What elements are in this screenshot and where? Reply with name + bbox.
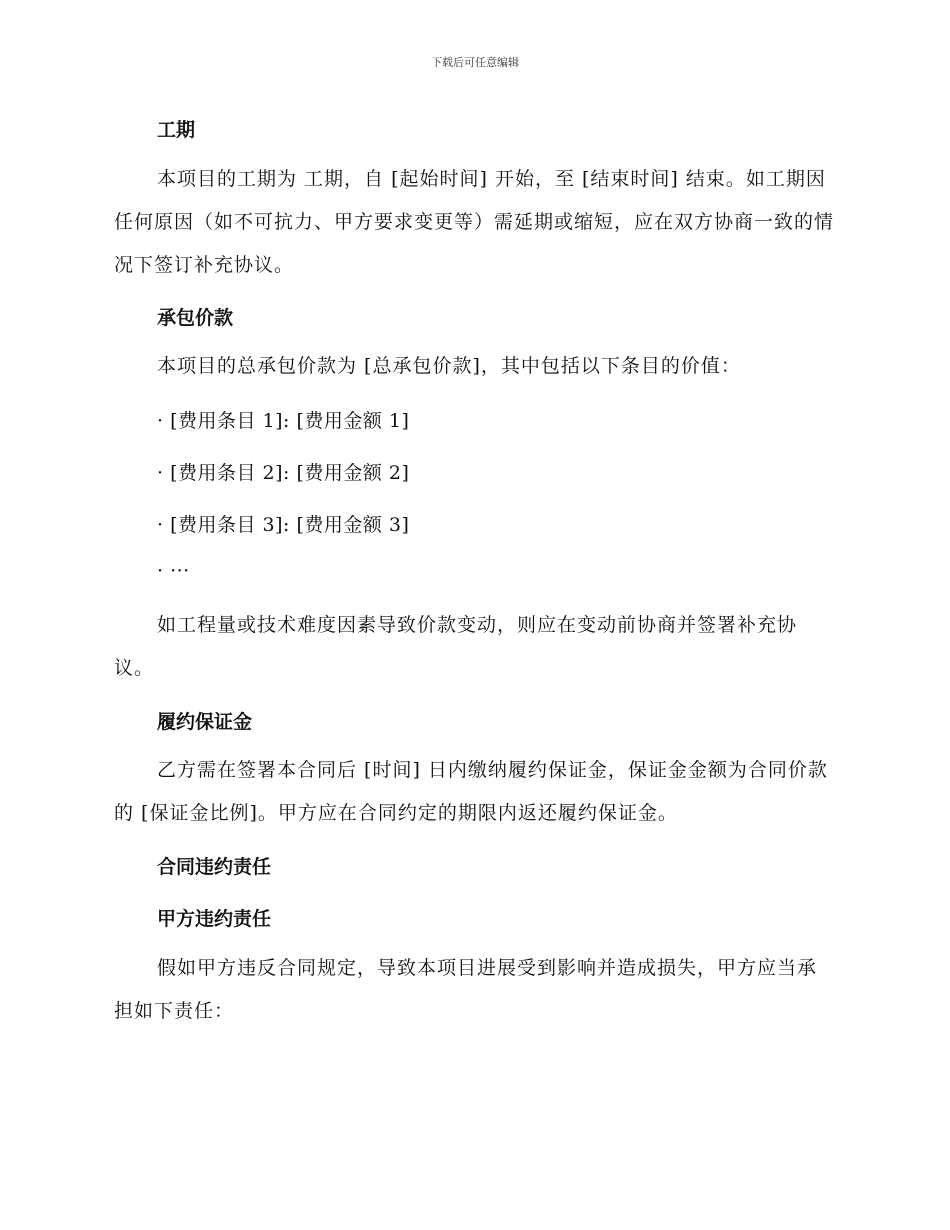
paragraph-deposit: 乙方需在签署本合同后 [时间] 日内缴纳履约保证金，保证金金额为合同价款的 [保证金比例]。甲方应在合同约定的期限内返还履约保证金。 [114, 759, 828, 824]
paragraph-price-intro: 本项目的总承包价款为 [总承包价款]，其中包括以下条目的价值： [157, 355, 741, 377]
list-item-fee-3: · [费用条目 3]: [费用金额 3] [157, 514, 410, 536]
list-item-fee-1: · [费用条目 1]: [费用金额 1] [157, 410, 410, 432]
page-header: 下载后可任意编辑 [431, 56, 519, 69]
heading-breach: 合同违约责任 [157, 856, 272, 878]
heading-price: 承包价款 [157, 307, 234, 329]
paragraph-duration: 本项目的工期为 工期，自 [起始时间] 开始，至 [结束时间] 结束。如工期因任何原因（如不可抗力、甲方要求变更等）需延期或缩短，应在双方协商一致的情况下签订补充协议。 [114, 168, 835, 276]
list-item-ellipsis: · ··· [157, 560, 190, 582]
heading-party-a-breach: 甲方违约责任 [157, 908, 272, 930]
list-item-fee-2: · [费用条目 2]: [费用金额 2] [157, 462, 410, 484]
heading-duration: 工期 [157, 119, 196, 141]
heading-deposit: 履约保证金 [157, 711, 253, 733]
paragraph-price-note: 如工程量或技术难度因素导致价款变动，则应在变动前协商并签署补充协议。 [114, 614, 798, 679]
paragraph-party-a-breach: 假如甲方违反合同规定，导致本项目进展受到影响并造成损失，甲方应当承担如下责任： [114, 957, 818, 1022]
